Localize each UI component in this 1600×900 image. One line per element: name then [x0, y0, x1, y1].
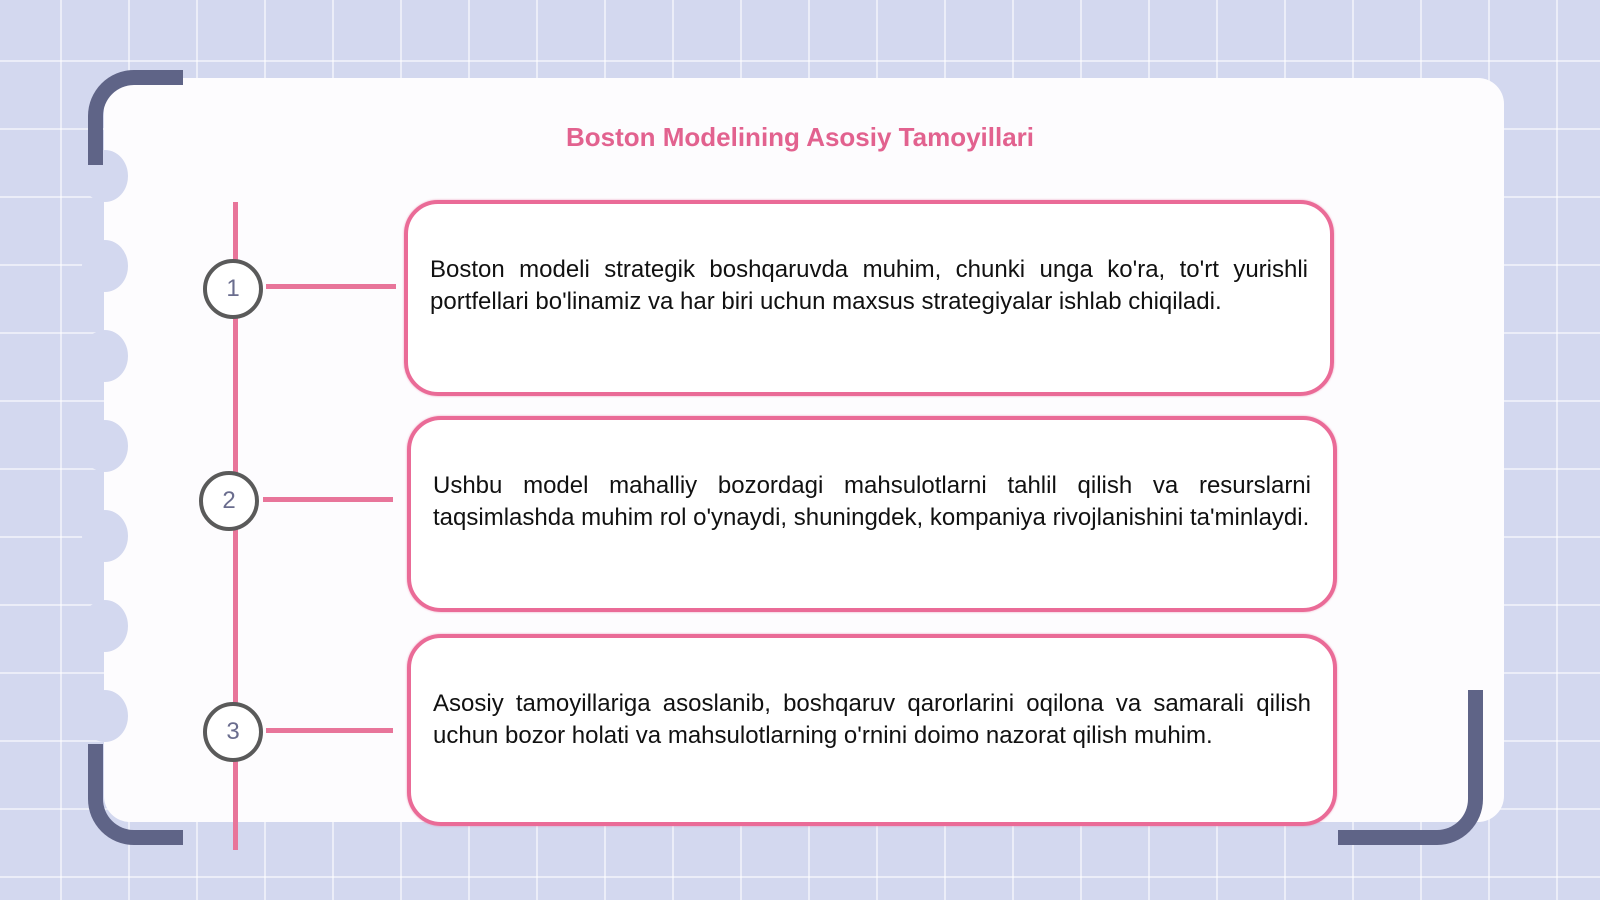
corner-bracket-bottom-left — [88, 744, 183, 845]
principle-text: Ushbu model mahalliy bozordagi mahsulotlarni tahlil qilish va resurslarni taqsimlashda muhim rol o'ynaydi, shuningdek, kompaniya rivojlanishini ta'minlaydi. — [433, 472, 1311, 531]
scallop-decoration — [82, 510, 128, 562]
principle-text: Boston modeli strategik boshqaruvda muhim, chunki unga ko'ra, to'rt yurishli portfellari bo'linamiz va har biri uchun maxsus strategiyalar ishlab chiqiladi. — [430, 256, 1308, 315]
timeline-connector — [263, 497, 393, 502]
scallop-decoration — [82, 690, 128, 742]
scallop-decoration — [82, 420, 128, 472]
scallop-decoration — [82, 600, 128, 652]
principle-card — [407, 416, 1337, 612]
step-number-badge: 1 — [203, 259, 263, 319]
slide-title: Boston Modelining Asosiy Tamoyillari — [565, 122, 1035, 152]
principle-card — [407, 634, 1337, 826]
scallop-decoration — [82, 330, 128, 382]
scallop-decoration — [82, 240, 128, 292]
timeline-connector — [266, 284, 396, 289]
step-number-badge: 2 — [199, 471, 259, 531]
principle-card — [404, 200, 1334, 396]
corner-bracket-bottom-right — [1338, 690, 1483, 845]
timeline-connector — [266, 728, 393, 733]
step-number-badge: 3 — [203, 702, 263, 762]
principle-text: Asosiy tamoyillariga asoslanib, boshqaruv qarorlarini oqilona va samarali qilish uchun bozor holati va mahsulotlarning o'rnini doimo nazorat qilish muhim. — [433, 690, 1311, 749]
